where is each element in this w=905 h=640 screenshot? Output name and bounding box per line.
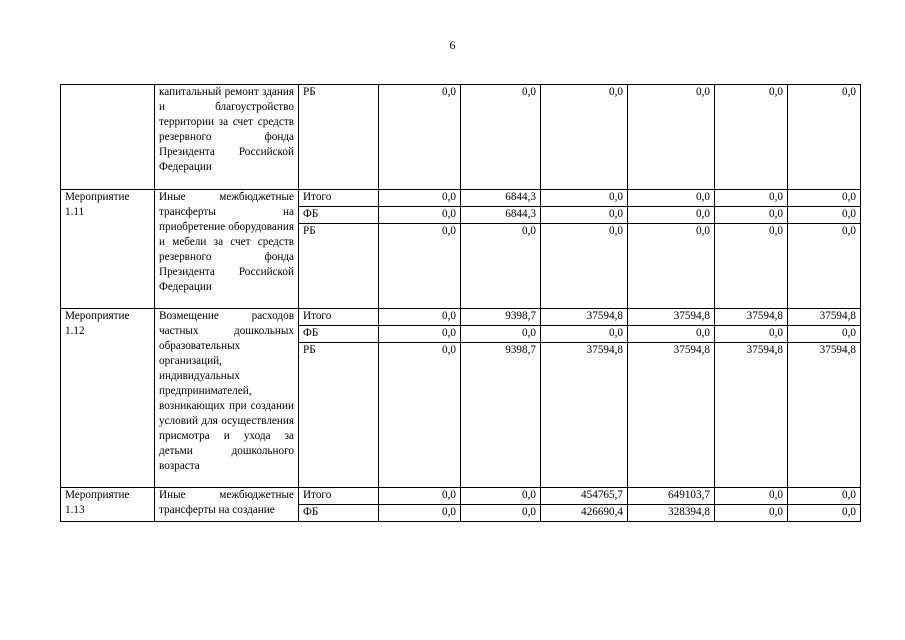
value-cell: 0,0 bbox=[379, 190, 461, 207]
value-cell: 0,0 bbox=[715, 85, 788, 190]
table-row bbox=[61, 488, 861, 505]
value-cell: 6844,3 bbox=[461, 190, 541, 207]
value-cell: 0,0 bbox=[628, 85, 715, 190]
value-cell: 0,0 bbox=[628, 207, 715, 224]
table-row bbox=[61, 309, 861, 326]
funding-source-cell: РБ bbox=[299, 343, 379, 488]
value-cell: 0,0 bbox=[379, 224, 461, 309]
value-cell: 328394,8 bbox=[628, 505, 715, 522]
value-cell: 0,0 bbox=[788, 488, 861, 505]
funding-source-cell: РБ bbox=[299, 224, 379, 309]
value-cell: 0,0 bbox=[628, 224, 715, 309]
value-cell: 37594,8 bbox=[541, 309, 628, 326]
value-cell: 0,0 bbox=[628, 326, 715, 343]
value-cell: 0,0 bbox=[541, 207, 628, 224]
value-cell: 37594,8 bbox=[628, 309, 715, 326]
value-cell: 37594,8 bbox=[628, 343, 715, 488]
value-cell: 37594,8 bbox=[715, 343, 788, 488]
funding-source-cell: Итого bbox=[299, 190, 379, 207]
value-cell: 0,0 bbox=[379, 505, 461, 522]
value-cell: 0,0 bbox=[715, 488, 788, 505]
table-row bbox=[61, 85, 861, 190]
value-cell: 0,0 bbox=[541, 326, 628, 343]
value-cell: 0,0 bbox=[715, 224, 788, 309]
value-cell: 0,0 bbox=[461, 224, 541, 309]
description-cell: капитальный ремонт здания и благоустройство территории за счет средств резервного фонда Президента Российской Федерации bbox=[155, 85, 299, 190]
value-cell: 0,0 bbox=[461, 505, 541, 522]
value-cell: 0,0 bbox=[788, 326, 861, 343]
value-cell: 0,0 bbox=[541, 224, 628, 309]
value-cell: 37594,8 bbox=[715, 309, 788, 326]
value-cell: 0,0 bbox=[461, 488, 541, 505]
value-cell: 0,0 bbox=[715, 326, 788, 343]
value-cell: 0,0 bbox=[788, 85, 861, 190]
event-cell bbox=[61, 85, 155, 190]
value-cell: 0,0 bbox=[628, 190, 715, 207]
funding-source-cell: Итого bbox=[299, 309, 379, 326]
value-cell: 649103,7 bbox=[628, 488, 715, 505]
value-cell: 37594,8 bbox=[541, 343, 628, 488]
value-cell: 0,0 bbox=[715, 505, 788, 522]
funding-source-cell: РБ bbox=[299, 85, 379, 190]
value-cell: 9398,7 bbox=[461, 343, 541, 488]
value-cell: 0,0 bbox=[788, 207, 861, 224]
value-cell: 0,0 bbox=[715, 190, 788, 207]
value-cell: 0,0 bbox=[788, 224, 861, 309]
value-cell: 9398,7 bbox=[461, 309, 541, 326]
description-cell: Иные межбюджетные трансферты на создание bbox=[155, 488, 299, 522]
budget-table bbox=[60, 84, 861, 522]
value-cell: 426690,4 bbox=[541, 505, 628, 522]
value-cell: 454765,7 bbox=[541, 488, 628, 505]
value-cell: 0,0 bbox=[379, 207, 461, 224]
event-cell: Мероприятие 1.11 bbox=[61, 190, 155, 309]
event-cell: Мероприятие 1.13 bbox=[61, 488, 155, 522]
funding-source-cell: Итого bbox=[299, 488, 379, 505]
value-cell: 6844,3 bbox=[461, 207, 541, 224]
value-cell: 37594,8 bbox=[788, 343, 861, 488]
event-cell: Мероприятие 1.12 bbox=[61, 309, 155, 488]
value-cell: 0,0 bbox=[541, 190, 628, 207]
value-cell: 0,0 bbox=[379, 488, 461, 505]
value-cell: 0,0 bbox=[461, 326, 541, 343]
value-cell: 0,0 bbox=[788, 505, 861, 522]
value-cell: 0,0 bbox=[788, 190, 861, 207]
funding-source-cell: ФБ bbox=[299, 207, 379, 224]
value-cell: 0,0 bbox=[541, 85, 628, 190]
page-number: 6 bbox=[449, 38, 456, 52]
funding-source-cell: ФБ bbox=[299, 326, 379, 343]
value-cell: 37594,8 bbox=[788, 309, 861, 326]
value-cell: 0,0 bbox=[379, 343, 461, 488]
value-cell: 0,0 bbox=[379, 326, 461, 343]
table-row bbox=[61, 190, 861, 207]
table-body bbox=[61, 85, 861, 522]
value-cell: 0,0 bbox=[461, 85, 541, 190]
description-cell: Иные межбюджетные трансферты на приобретение оборудования и мебели за счет средств резервного фонда Президента Российской Федерации bbox=[155, 190, 299, 309]
value-cell: 0,0 bbox=[715, 207, 788, 224]
value-cell: 0,0 bbox=[379, 309, 461, 326]
value-cell: 0,0 bbox=[379, 85, 461, 190]
funding-source-cell: ФБ bbox=[299, 505, 379, 522]
description-cell: Возмещение расходов частных дошкольных образовательных организаций, индивидуальных предпринимателей, возникающих при создании условий для осуществления присмотра и ухода за детьми дошкольного возраста bbox=[155, 309, 299, 488]
